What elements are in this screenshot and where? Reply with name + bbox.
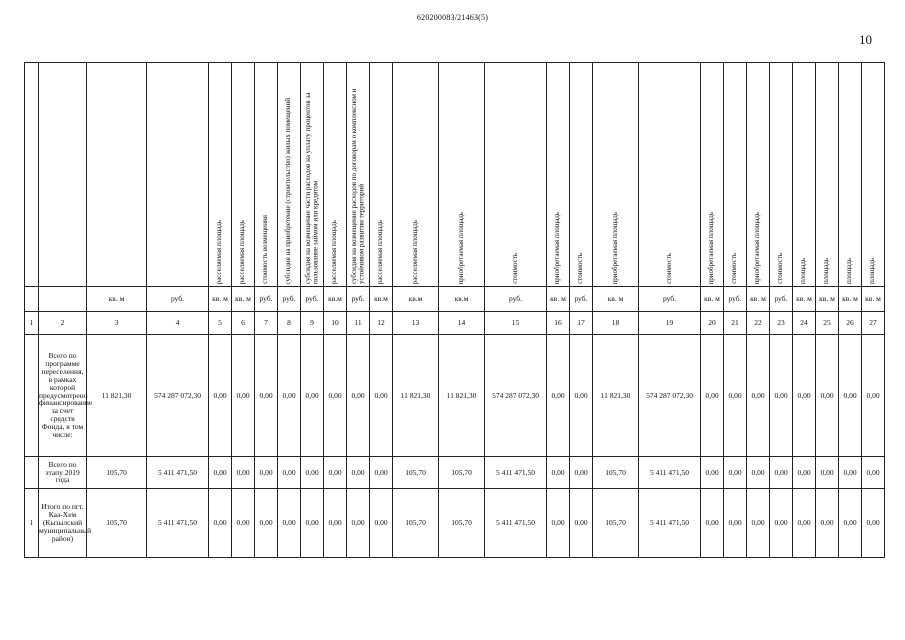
value-cell: 574 287 072,30 <box>639 335 701 457</box>
value-cell: 105,70 <box>87 457 147 489</box>
value-cell: 105,70 <box>87 489 147 558</box>
value-cell: 0,00 <box>747 489 770 558</box>
value-cell: 5 411 471,50 <box>147 457 209 489</box>
row-number <box>25 335 39 457</box>
value-cell: 0,00 <box>347 335 370 457</box>
column-number: 26 <box>839 312 862 335</box>
value-cell: 0,00 <box>278 489 301 558</box>
unit-cell <box>39 287 87 312</box>
column-number: 7 <box>255 312 278 335</box>
value-cell: 0,00 <box>816 489 839 558</box>
column-number: 12 <box>370 312 393 335</box>
unit-cell: кв. м <box>232 287 255 312</box>
value-cell: 0,00 <box>255 457 278 489</box>
value-cell: 0,00 <box>301 335 324 457</box>
column-header <box>324 63 347 287</box>
value-cell: 0,00 <box>793 457 816 489</box>
value-cell: 0,00 <box>547 457 570 489</box>
unit-cell: руб. <box>255 287 278 312</box>
value-cell: 0,00 <box>547 335 570 457</box>
column-header <box>209 63 232 287</box>
value-cell: 11 821,30 <box>87 335 147 457</box>
column-header <box>816 63 839 287</box>
value-cell: 0,00 <box>839 335 862 457</box>
value-cell: 5 411 471,50 <box>485 457 547 489</box>
column-header-label: расселяемая площадь <box>215 219 224 285</box>
value-cell: 0,00 <box>770 335 793 457</box>
value-cell: 11 821,30 <box>393 335 439 457</box>
value-cell: 0,00 <box>701 489 724 558</box>
column-header <box>393 63 439 287</box>
column-header-label: расселяемая площадь <box>410 219 419 285</box>
value-cell: 0,00 <box>232 457 255 489</box>
value-cell: 0,00 <box>770 457 793 489</box>
value-cell: 0,00 <box>839 489 862 558</box>
value-cell: 0,00 <box>770 489 793 558</box>
column-header <box>147 63 209 287</box>
column-header-label: стоимость <box>776 253 785 285</box>
column-header-label: субсидия на приобретение (строительство) жилых помещений <box>284 97 293 285</box>
unit-cell: кв. м <box>209 287 232 312</box>
table-row <box>25 335 885 457</box>
unit-cell: руб. <box>147 287 209 312</box>
value-cell: 5 411 471,50 <box>485 489 547 558</box>
column-header <box>639 63 701 287</box>
column-header-label: расселяемая площадь <box>376 219 385 285</box>
unit-cell: кв. м <box>816 287 839 312</box>
unit-cell: кв. м <box>793 287 816 312</box>
value-cell: 0,00 <box>370 489 393 558</box>
value-cell: 0,00 <box>301 489 324 558</box>
value-cell: 0,00 <box>547 489 570 558</box>
value-cell: 105,70 <box>593 489 639 558</box>
column-header-label: стоимость <box>576 253 585 285</box>
value-cell: 0,00 <box>724 335 747 457</box>
unit-cell: кв.м <box>370 287 393 312</box>
unit-cell: кв. м <box>747 287 770 312</box>
column-header-label: стоимость возмещения <box>261 215 270 285</box>
column-header-label: приобретаемая площадь <box>553 211 562 285</box>
column-header-label: площадь <box>845 258 854 285</box>
column-number: 10 <box>324 312 347 335</box>
value-cell: 0,00 <box>209 335 232 457</box>
value-cell: 0,00 <box>862 335 885 457</box>
value-cell: 0,00 <box>324 457 347 489</box>
column-header <box>232 63 255 287</box>
value-cell: 0,00 <box>324 489 347 558</box>
page-number: 10 <box>859 32 872 47</box>
column-header-label: приобретаемая площадь <box>456 211 465 285</box>
value-cell: 0,00 <box>862 489 885 558</box>
value-cell: 0,00 <box>701 457 724 489</box>
column-header-label: расселяемая площадь <box>330 219 339 285</box>
unit-cell: руб. <box>485 287 547 312</box>
column-header <box>747 63 770 287</box>
column-header <box>770 63 793 287</box>
value-cell: 0,00 <box>570 335 593 457</box>
column-number: 3 <box>87 312 147 335</box>
column-number: 1 <box>25 312 39 335</box>
row-label: Всего по программе переселения, в рамках которой предусмотрено финансирование за счет средств Фонда, в том числе: <box>39 335 87 457</box>
unit-cell: кв. м <box>839 287 862 312</box>
column-number: 19 <box>639 312 701 335</box>
column-header <box>862 63 885 287</box>
column-header <box>87 63 147 287</box>
column-header <box>370 63 393 287</box>
value-cell: 0,00 <box>209 489 232 558</box>
value-cell: 5 411 471,50 <box>147 489 209 558</box>
unit-cell: руб. <box>347 287 370 312</box>
unit-cell: кв.м <box>393 287 439 312</box>
column-header <box>485 63 547 287</box>
value-cell: 0,00 <box>278 335 301 457</box>
value-cell: 0,00 <box>816 457 839 489</box>
value-cell: 0,00 <box>278 457 301 489</box>
value-cell: 0,00 <box>347 489 370 558</box>
table-row <box>25 457 885 489</box>
value-cell: 105,70 <box>439 457 485 489</box>
value-cell: 574 287 072,30 <box>147 335 209 457</box>
column-number: 2 <box>39 312 87 335</box>
column-number: 16 <box>547 312 570 335</box>
value-cell: 0,00 <box>816 335 839 457</box>
value-cell: 0,00 <box>347 457 370 489</box>
row-label: Всего по этапу 2019 года <box>39 457 87 489</box>
value-cell: 0,00 <box>370 335 393 457</box>
column-number: 4 <box>147 312 209 335</box>
column-header <box>301 63 324 287</box>
column-number: 9 <box>301 312 324 335</box>
value-cell: 105,70 <box>393 489 439 558</box>
row-number: 1 <box>25 489 39 558</box>
value-cell: 0,00 <box>324 335 347 457</box>
column-number: 25 <box>816 312 839 335</box>
value-cell: 0,00 <box>209 457 232 489</box>
value-cell: 0,00 <box>747 457 770 489</box>
column-header <box>547 63 570 287</box>
column-header <box>701 63 724 287</box>
value-cell: 0,00 <box>232 335 255 457</box>
column-number: 21 <box>724 312 747 335</box>
value-cell: 0,00 <box>232 489 255 558</box>
column-number: 24 <box>793 312 816 335</box>
unit-cell: руб. <box>301 287 324 312</box>
column-number: 15 <box>485 312 547 335</box>
column-header <box>255 63 278 287</box>
value-cell: 0,00 <box>839 457 862 489</box>
column-header <box>439 63 485 287</box>
column-header-label: площадь <box>868 258 877 285</box>
value-cell: 0,00 <box>370 457 393 489</box>
column-header-label: приобретаемая площадь <box>610 211 619 285</box>
column-header <box>839 63 862 287</box>
unit-cell: кв. м <box>593 287 639 312</box>
value-cell: 105,70 <box>593 457 639 489</box>
unit-cell <box>25 287 39 312</box>
resettlement-table <box>24 62 885 558</box>
unit-cell: кв. м <box>701 287 724 312</box>
column-number: 18 <box>593 312 639 335</box>
column-header-label: субсидия на возмещение расходов по договорам о комплексном и устойчивом развитии территорий <box>349 88 365 285</box>
column-header <box>39 63 87 287</box>
value-cell: 0,00 <box>793 335 816 457</box>
value-cell: 0,00 <box>862 457 885 489</box>
row-label: Итого по пгт. Каа-Хем (Кызылский муниципальный район) <box>39 489 87 558</box>
column-header-label: приобретаемая площадь <box>753 211 762 285</box>
column-number: 14 <box>439 312 485 335</box>
value-cell: 0,00 <box>301 457 324 489</box>
value-cell: 0,00 <box>701 335 724 457</box>
column-header <box>570 63 593 287</box>
unit-cell: кв. м <box>862 287 885 312</box>
column-header-label: стоимость <box>510 253 519 285</box>
column-number: 8 <box>278 312 301 335</box>
unit-cell: кв.м <box>324 287 347 312</box>
value-cell: 11 821,30 <box>439 335 485 457</box>
column-number: 23 <box>770 312 793 335</box>
column-number: 22 <box>747 312 770 335</box>
column-header <box>724 63 747 287</box>
table-row <box>25 489 885 558</box>
value-cell: 0,00 <box>255 335 278 457</box>
value-cell: 105,70 <box>439 489 485 558</box>
value-cell: 0,00 <box>570 457 593 489</box>
column-number: 13 <box>393 312 439 335</box>
value-cell: 0,00 <box>747 335 770 457</box>
value-cell: 5 411 471,50 <box>639 489 701 558</box>
column-number: 11 <box>347 312 370 335</box>
unit-cell: руб. <box>724 287 747 312</box>
value-cell: 0,00 <box>255 489 278 558</box>
unit-cell: руб. <box>639 287 701 312</box>
unit-cell: кв.м <box>439 287 485 312</box>
column-header-label: стоимость <box>664 253 673 285</box>
value-cell: 0,00 <box>724 489 747 558</box>
column-number: 5 <box>209 312 232 335</box>
column-header <box>793 63 816 287</box>
value-cell: 11 821,30 <box>593 335 639 457</box>
column-number: 20 <box>701 312 724 335</box>
column-header <box>347 63 370 287</box>
column-header <box>593 63 639 287</box>
unit-cell: кв. м <box>87 287 147 312</box>
value-cell: 0,00 <box>724 457 747 489</box>
column-header-label: стоимость <box>730 253 739 285</box>
column-header-label: субсидия на возмещение части расходов на уплату процентов за пользование займом или кредитом <box>303 92 319 285</box>
unit-cell: руб. <box>278 287 301 312</box>
row-number <box>25 457 39 489</box>
value-cell: 5 411 471,50 <box>639 457 701 489</box>
column-number: 6 <box>232 312 255 335</box>
column-number: 17 <box>570 312 593 335</box>
column-header <box>25 63 39 287</box>
document-id: 620200083/21463(5) <box>416 13 489 22</box>
column-header-label: расселяемая площадь <box>238 219 247 285</box>
column-number: 27 <box>862 312 885 335</box>
value-cell: 105,70 <box>393 457 439 489</box>
value-cell: 574 287 072,30 <box>485 335 547 457</box>
column-header <box>278 63 301 287</box>
unit-cell: кв. м <box>547 287 570 312</box>
value-cell: 0,00 <box>793 489 816 558</box>
column-header-label: площадь <box>822 258 831 285</box>
unit-cell: руб. <box>770 287 793 312</box>
column-header-label: площадь <box>799 258 808 285</box>
unit-cell: руб. <box>570 287 593 312</box>
column-header-label: приобретаемая площадь <box>707 211 716 285</box>
value-cell: 0,00 <box>570 489 593 558</box>
